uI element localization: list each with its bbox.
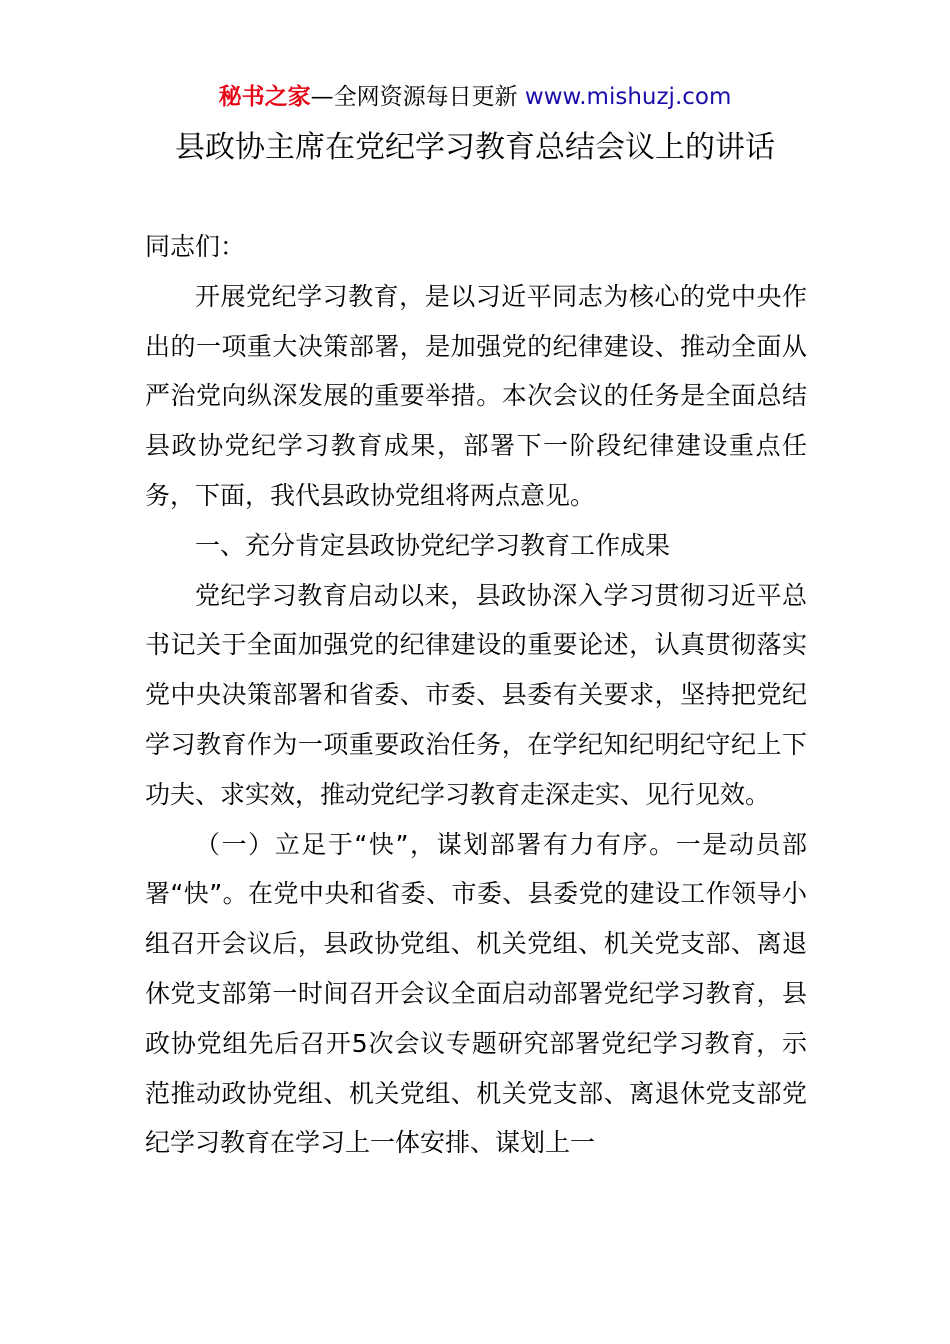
document-body — [145, 222, 807, 1168]
brand-name: 秘书之家 — [218, 84, 311, 110]
document-title: 县政协主席在党纪学习教育总结会议上的讲话 — [175, 130, 775, 165]
paragraph-achievements: 党纪学习教育启动以来，县政协深入学习贯彻习近平总书记关于全面加强党的纪律建设的重要论述，认真贯彻落实党中央决策部署和省委、市委、县委有关要求，坚持把党纪学习教育作为一项重要政治任务，在学纪知纪明纪守纪上下功夫、求实效，推动党纪学习教育走深走实、见行见效。 — [145, 580, 807, 809]
site-url-link[interactable]: www.mishuzj.com — [524, 84, 732, 110]
section-heading: 一、充分肯定县政协党纪学习教育工作成果 — [195, 530, 671, 560]
site-tagline: —全网资源每日更新 — [310, 84, 518, 110]
site-header — [0, 80, 950, 114]
paragraph-intro: 开展党纪学习教育，是以习近平同志为核心的党中央作出的一项重大决策部署，是加强党的纪律建设、推动全面从严治党向纵深发展的重要举措。本次会议的任务是全面总结县政协党纪学习教育成果，部署下一阶段纪律建设重点任务，下面，我代县政协党组将两点意见。 — [145, 281, 807, 510]
greeting: 同志们： — [145, 232, 246, 261]
paragraph-subsection-one: （一）立足于“快”，谋划部署有力有序。一是动员部署“快”。在党中央和省委、市委、县委党的建设工作领导小组召开会议后，县政协党组、机关党组、机关党支部、离退休党支部第一时间召开会议全面启动部署党纪学习教育，县政协党组先后召开5次会议专题研究部署党纪学习教育，示范推动政协党组、机关党组、机关党支部、离退休党支部党纪学习教育在学习上一体安排、谋划上一 — [145, 829, 807, 1158]
